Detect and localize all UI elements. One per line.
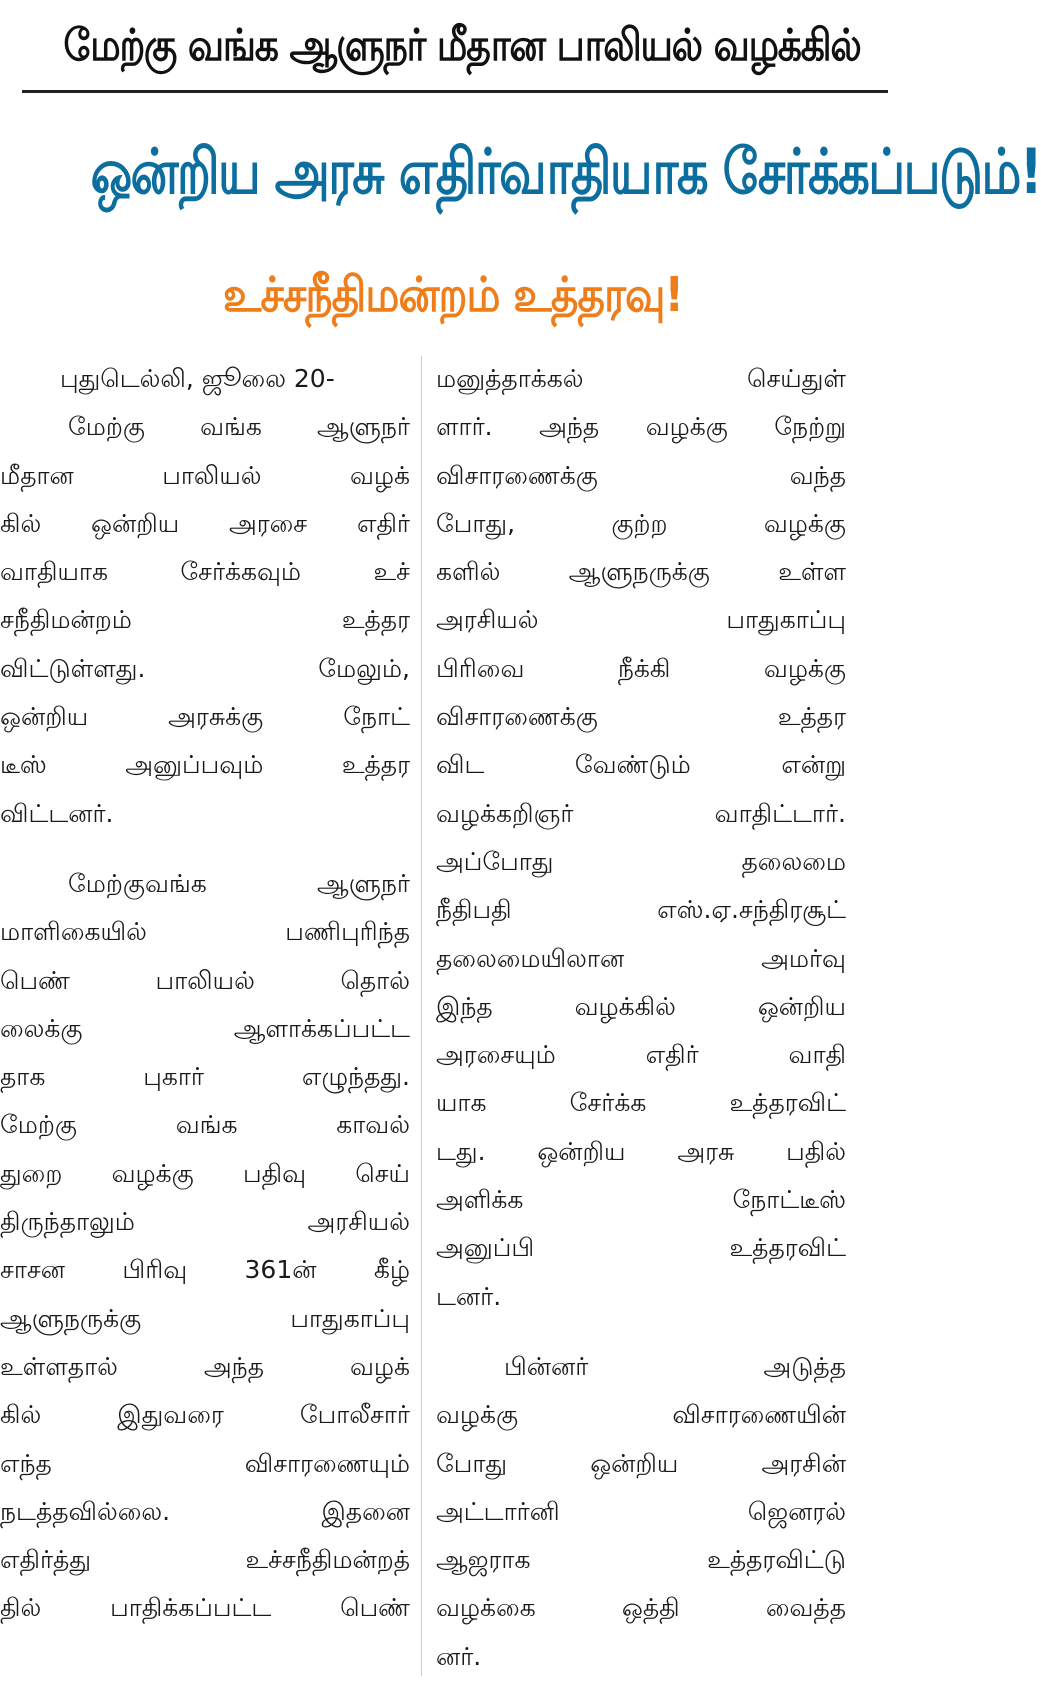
article-line: டனர். bbox=[436, 1281, 502, 1311]
sub-headline: உச்சநீதிமன்றம் உத்தரவு! bbox=[223, 267, 683, 323]
article-line: போது, குற்ற வழக்கு bbox=[436, 508, 846, 538]
article-line: டது. ஒன்றிய அரசு பதில் bbox=[436, 1136, 846, 1166]
article-line: விட்டுள்ளது. மேலும், bbox=[0, 653, 410, 683]
article-line: எதிர்த்து உச்சநீதிமன்றத் bbox=[0, 1545, 410, 1575]
dateline: புதுடெல்லி, ஜூலை 20- bbox=[60, 364, 335, 393]
article-line: அரசையும் எதிர் வாதி bbox=[436, 1040, 846, 1070]
article-line: பின்னர் அடுத்த bbox=[504, 1351, 846, 1381]
article-line: அனுப்பி உத்தரவிட் bbox=[436, 1233, 846, 1263]
article-line: மாளிகையில் பணிபுரிந்த bbox=[0, 917, 410, 947]
article-line: மேற்கு வங்க காவல் bbox=[0, 1110, 410, 1140]
article-line: உள்ளதால் அந்த வழக் bbox=[0, 1351, 410, 1381]
article-line: வழக்கறிஞர் வாதிட்டார். bbox=[436, 798, 846, 828]
article-line: தலைமையிலான அமர்வு bbox=[436, 943, 846, 973]
article-line: டீஸ் அனுப்பவும் உத்தர bbox=[0, 750, 410, 780]
article-line: வழக்கு விசாரணையின் bbox=[436, 1400, 846, 1430]
article-line: னர். bbox=[436, 1641, 482, 1671]
article-line: பிரிவை நீக்கி வழக்கு bbox=[436, 653, 846, 683]
article-line: வழக்கை ஒத்தி வைத்த bbox=[436, 1593, 846, 1623]
article-line: ஆளுநருக்கு பாதுகாப்பு bbox=[0, 1303, 410, 1333]
main-headline: ஒன்றிய அரசு எதிர்வாதியாக சேர்க்கப்படும்! bbox=[90, 135, 1041, 208]
article-line: சநீதிமன்றம் உத்தர bbox=[0, 605, 410, 635]
article-line: விட்டனர். bbox=[0, 798, 114, 828]
article-line: துறை வழக்கு பதிவு செய் bbox=[0, 1158, 410, 1188]
article-line: கில் இதுவரை போலீசார் bbox=[0, 1400, 410, 1430]
article-line: பெண் பாலியல் தொல் bbox=[0, 965, 410, 995]
article-line: ஆஜராக உத்தரவிட்டு bbox=[436, 1545, 846, 1575]
kicker-heading: மேற்கு வங்க ஆளுநர் மீதான பாலியல் வழக்கில் bbox=[63, 20, 861, 71]
article-line: எந்த விசாரணையும் bbox=[0, 1448, 410, 1478]
article-line: தில் பாதிக்கப்பட்ட பெண் bbox=[0, 1593, 410, 1623]
article-line: தாக புகார் எழுந்தது. bbox=[0, 1062, 410, 1092]
article-column-left bbox=[0, 355, 410, 1690]
article-column-right bbox=[436, 355, 846, 1690]
article-line: சாசன பிரிவு 361ன் கீழ் bbox=[0, 1255, 410, 1285]
article-line: அப்போது தலைமை bbox=[436, 846, 846, 876]
article-line: வாதியாக சேர்க்கவும் உச் bbox=[0, 557, 410, 587]
article-line: நடத்தவில்லை. இதனை bbox=[0, 1496, 410, 1526]
paragraph-gap bbox=[0, 838, 410, 860]
column-divider bbox=[421, 356, 422, 1676]
article-line: அளிக்க நோட்டீஸ் bbox=[436, 1185, 846, 1215]
article-line: மேற்கு வங்க ஆளுநர் bbox=[68, 412, 410, 442]
article-line: விசாரணைக்கு வந்த bbox=[436, 460, 846, 490]
article-line: களில் ஆளுநருக்கு உள்ள bbox=[436, 557, 846, 587]
article-line: யாக சேர்க்க உத்தரவிட் bbox=[436, 1088, 846, 1118]
article-line: திருந்தாலும் அரசியல் bbox=[0, 1207, 410, 1237]
header-rule bbox=[22, 90, 888, 93]
article-line: விட வேண்டும் என்று bbox=[436, 750, 846, 780]
article-line: இந்த வழக்கில் ஒன்றிய bbox=[436, 991, 846, 1021]
article-line: ளார். அந்த வழக்கு நேற்று bbox=[436, 412, 846, 442]
article-line: லைக்கு ஆளாக்கப்பட்ட bbox=[0, 1013, 410, 1043]
article-line: கில் ஒன்றிய அரசை எதிர் bbox=[0, 508, 410, 538]
article-line: போது ஒன்றிய அரசின் bbox=[436, 1448, 846, 1478]
article-line: ஒன்றிய அரசுக்கு நோட் bbox=[0, 702, 410, 732]
article-line: மீதான பாலியல் வழக் bbox=[0, 460, 410, 490]
article-line: விசாரணைக்கு உத்தர bbox=[436, 702, 846, 732]
article-line: மேற்குவங்க ஆளுநர் bbox=[68, 868, 410, 898]
article-line: நீதிபதி எஸ்.ஏ.சந்திரசூட் bbox=[436, 895, 846, 925]
article-line: அட்டார்னி ஜெனரல் bbox=[436, 1496, 846, 1526]
paragraph-gap bbox=[436, 1321, 846, 1343]
article-line: அரசியல் பாதுகாப்பு bbox=[436, 605, 846, 635]
article-line: மனுத்தாக்கல் செய்துள் bbox=[436, 364, 846, 393]
